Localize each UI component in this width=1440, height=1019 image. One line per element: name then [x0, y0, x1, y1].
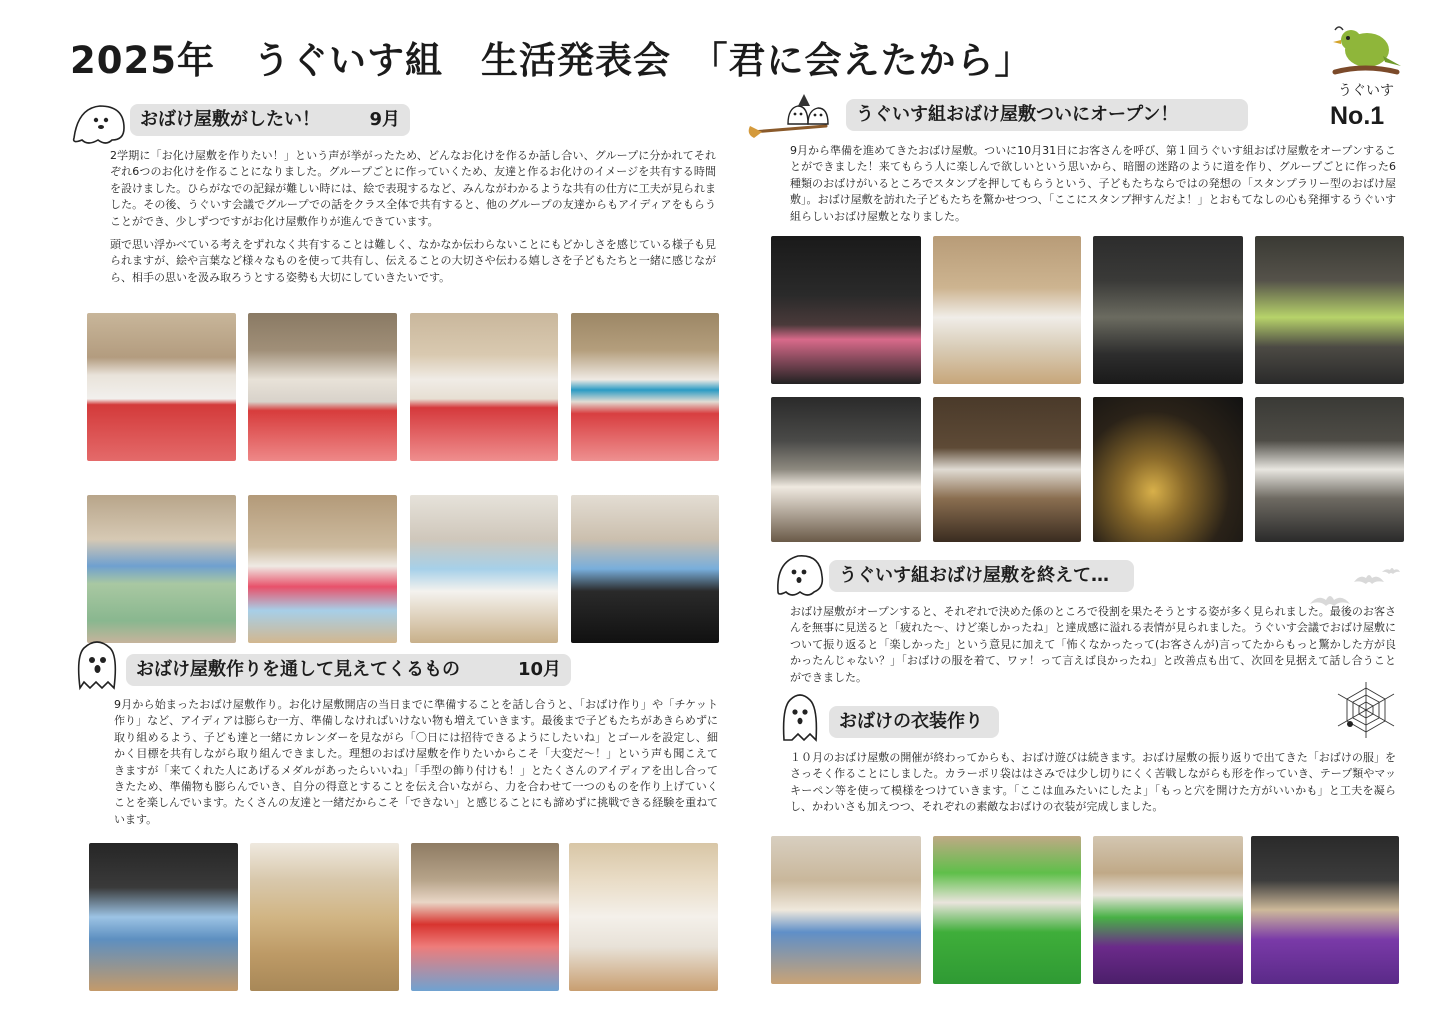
photo	[87, 313, 236, 461]
photo	[933, 236, 1081, 384]
paragraph: 頭で思い浮かべている考えをずれなく共有することは難しく、なかなか伝わらないことにもどかしさを感じている様子も見られますが、絵や言葉など様々なものを使って共有し、伝えることの大切さや伝わる嬉しさを子どもたちと一緒に感じながら、相手の思いを汲み取ろうとする姿勢も大切にしていきたいです。	[110, 238, 716, 284]
paragraph: 9月から始まったおばけ屋敷作り。お化け屋敷開店の当日までに準備することを話し合うと、「おばけ作り」や「チケット作り」など、アイディアは膨らむ一方、準備しなければいけない物も増えていきます。最後まで子どもたちがあきらめずに取り組めるよう、子ども達と一緒にカレンダーを見ながら「〇日には招待できるようにしたいね」とゴールを設定し、細かく目標を共有しながら取り組んできました。理想のおばけ屋敷を作りたいからこそ「大変だ〜！」という声も聞こえてきますが「来てくれた人にあげるメダルがあったらいいね」「手型の飾り付けも！」とたくさんのアイディアを出し合ってきたため、準備物も膨らんでいき、自分の得意とすることを伝え合いながら、力を合わせて一つのものを作り上げていくことを楽しんでいます。たくさんの友達と一緒だからこそ「できない」と感じることにも諦めずに挑戦できる経験を重ねています。	[114, 698, 718, 826]
photo	[87, 495, 236, 643]
paragraph: 2学期に「お化け屋敷を作りたい！」という声が挙がったため、どんなお化けを作るか話し合い、グループに分かれてそれぞれ6つのお化けを作ることになりました。グループごとに作っていくため、友達と作るお化けのイメージを共有する時間を設けました。ひらがなでの記録が難しい時には、絵で表現するなど、みんながわかるような共有の仕方に工夫が見られました。その後、うぐいす会議でグループでの話をクラス全体で共有すると、他のグループの友達からもアイディアをもらうことができ、少しずつですがお化け屋敷作りが進んできています。	[110, 149, 716, 228]
photo	[771, 397, 921, 542]
photo	[571, 313, 719, 461]
section-heading	[829, 706, 999, 738]
photo	[933, 397, 1081, 542]
section-heading	[829, 560, 1134, 592]
photo	[411, 843, 559, 991]
section-text	[790, 750, 1396, 816]
section-text	[790, 143, 1396, 225]
ghost-icon	[70, 636, 124, 692]
heading-text: うぐいす組おばけ屋敷を終えて…	[839, 565, 1109, 586]
paragraph: １０月のおばけ屋敷の開催が終わってからも、おばけ遊びは続きます。おばけ屋敷の振り返りで出てきた「おばけの服」をさっそく作ることにしました。カラーポリ袋ははさみでは少し切りにくく苦戦しながらも形を作っていき、テープ類やマッキーペン等を使って模様をつけていきます。「ここは血みたいにしたよ」「もっと穴を開けた方がいいかも」と工夫を凝らし、かわいさも加えつつ、それぞれの素敵なおばけの衣装が完成しました。	[790, 751, 1396, 814]
photo	[571, 495, 719, 643]
photo	[1093, 397, 1243, 542]
spiderweb-icon	[1334, 680, 1398, 740]
heading-month: 10月	[517, 659, 561, 680]
section-text	[790, 604, 1396, 686]
ghost-icon	[770, 548, 830, 600]
photo	[771, 236, 921, 384]
heading-text: うぐいす組おばけ屋敷ついにオープン！	[856, 104, 1179, 125]
paragraph: 9月から準備を進めてきたおばけ屋敷。ついに10月31日にお客さんを呼び、第１回うぐいす組おばけ屋敷をオープンすることができました！来てもらう人に楽しんで欲しいという思いから、暗闇の迷路のように道を作り、グループごとに作った6種類のおばけがいるところでスタンプを押してもらうという、子どもたちならではの発想の「スタンプラリー型のおばけ屋敷」。おばけ屋敷を訪れた子どもたちを驚かせつつ、「ここにスタンプ押すんだよ！」とおもてなしの心も発揮するうぐいす組らしいおばけ屋敷となりました。	[790, 144, 1396, 223]
heading-text: おばけ屋敷がしたい！	[140, 109, 320, 130]
bird-label: うぐいす	[1338, 83, 1394, 99]
heading-text: おばけの衣装作り	[839, 711, 983, 732]
section-text	[110, 148, 716, 286]
paragraph: おばけ屋敷がオープンすると、それぞれで決めた係のところで役割を果たそうとする姿が多く見られました。最後のお客さんを無事に見送ると「疲れた〜、けど楽しかったね」と達成感に溢れる表情が見られました。うぐいす会議でおばけ屋敷について振り返ると「楽しかった」という意見に加えて「怖くなかったって(お客さんが)言ってたからもっと驚かした方が良かったんじゃない？」「おばけの服を着て、ワァ！って言えば良かったね」と改善点も出て、次回を見据えて話し合うことができました。	[790, 605, 1396, 684]
photo	[248, 313, 397, 461]
bird-icon	[1325, 22, 1405, 82]
ghost-icon	[68, 98, 130, 148]
issue-number: No.1	[1330, 102, 1385, 130]
photo	[248, 495, 397, 643]
section-heading	[130, 104, 410, 136]
section-text	[114, 697, 718, 828]
photo	[1251, 836, 1399, 984]
section-heading	[846, 99, 1248, 131]
heading-text: おばけ屋敷作りを通して見えてくるもの	[136, 659, 460, 680]
ghost-icon	[778, 690, 822, 746]
section-heading	[126, 654, 571, 686]
photo	[569, 843, 718, 991]
photo	[410, 495, 558, 643]
photo	[1255, 236, 1404, 384]
photo	[1093, 236, 1243, 384]
photo	[933, 836, 1081, 984]
photo	[1255, 397, 1404, 542]
photo	[250, 843, 399, 991]
page-title: 2025年 うぐいす組 生活発表会 「君に会えたから」	[70, 39, 1033, 82]
photo	[410, 313, 558, 461]
heading-month: 9月	[369, 109, 400, 130]
photo	[89, 843, 238, 991]
photo	[771, 836, 921, 984]
photo	[1093, 836, 1243, 984]
witch-ghosts-icon	[748, 92, 844, 144]
